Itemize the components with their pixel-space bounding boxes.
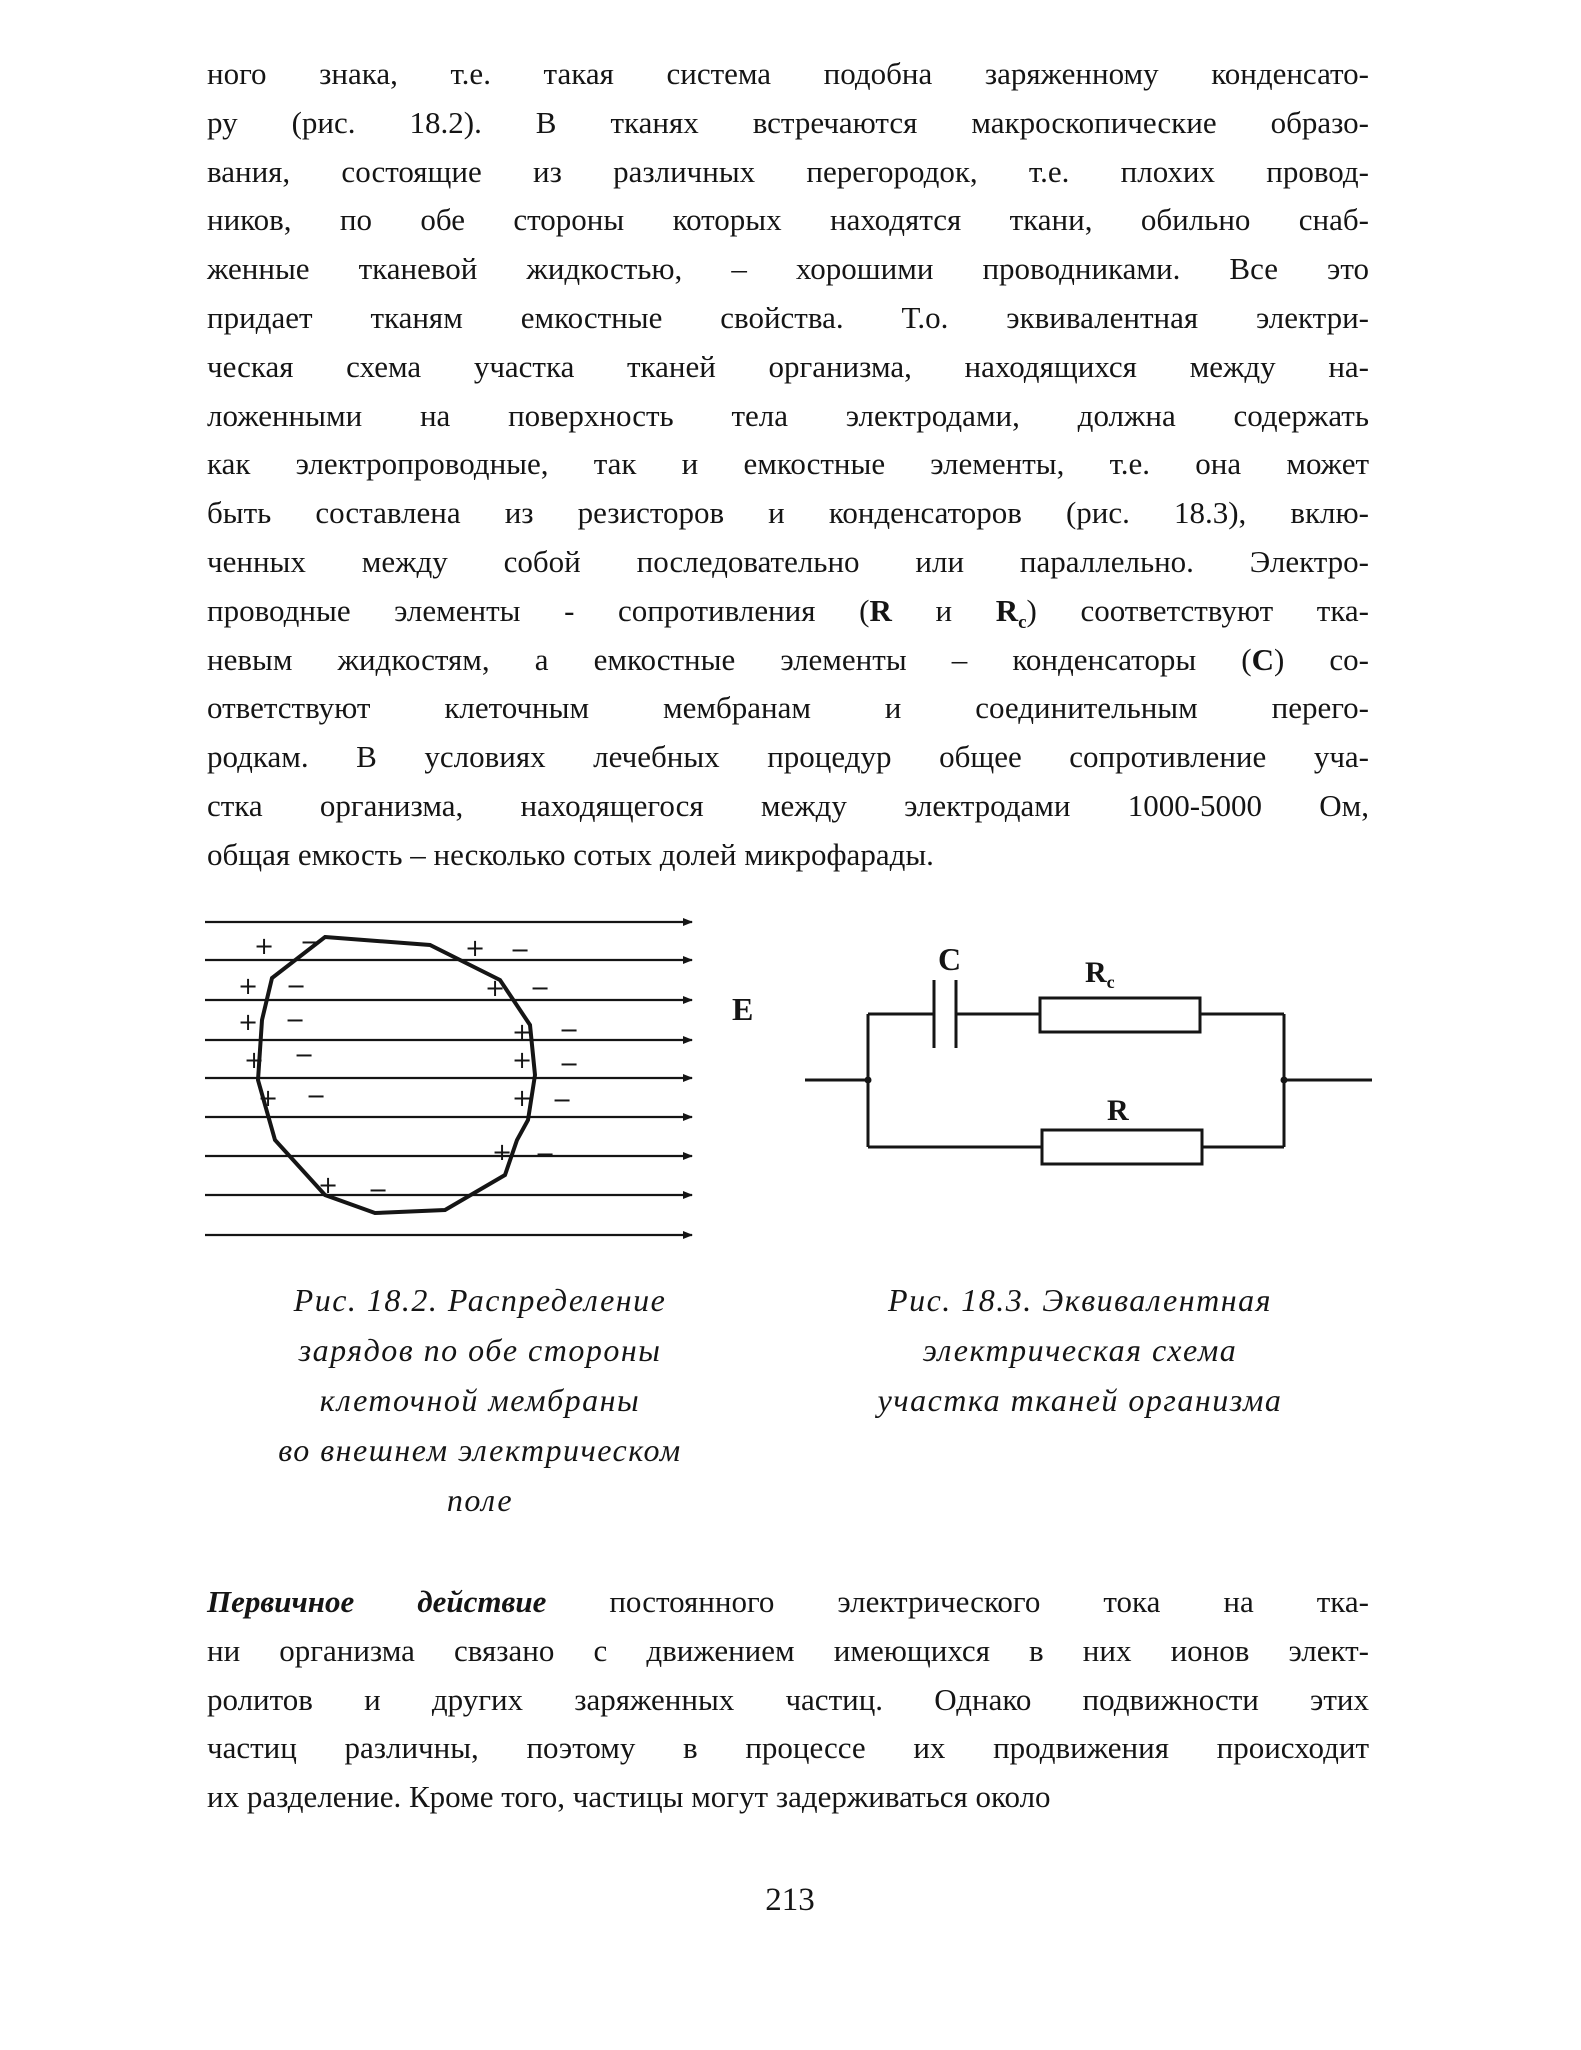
minus-charge: − <box>530 974 551 1002</box>
text-line: проводные элементы - сопротивления (R и $R_c$) соответствуют тка- <box>207 592 1370 633</box>
minus-charge: − <box>306 1082 327 1110</box>
text-line: быть составлена из резисторов и конденсаторов (рис. 18.3), вклю- <box>207 495 1369 531</box>
paragraph-lead-term: Первичное действие <box>207 1584 547 1619</box>
figure-18-2-caption <box>200 1275 760 1525</box>
figures <box>0 900 1581 1240</box>
minus-charge: − <box>552 1086 573 1114</box>
text-line: как электропроводные, так и емкостные элементы, т.е. она может <box>207 446 1369 482</box>
figure-18-3-circuit <box>805 980 1372 1164</box>
plus-charge: + <box>512 1046 533 1074</box>
text-line: общая емкость – несколько сотых долей микрофарады. <box>207 836 934 872</box>
text-line: их разделение. Кроме того, частицы могут задерживаться около <box>207 1779 1051 1815</box>
charge-signs <box>238 928 579 1204</box>
caption-line: Рис. 18.2. Распределение <box>293 1282 667 1318</box>
minus-charge: − <box>285 1006 306 1034</box>
caption-line: Рис. 18.3. Эквивалентная <box>888 1282 1272 1318</box>
text-line: ного знака, т.е. такая система подобна заряженному конденсато- <box>207 56 1369 91</box>
body-paragraph-2 <box>207 1578 1369 1822</box>
text-line: придает тканям емкостные свойства. Т.о. эквивалентная электри- <box>207 299 1369 335</box>
field-label-e: E <box>732 991 754 1027</box>
minus-charge: − <box>559 1050 580 1078</box>
caption-line: участка тканей организма <box>877 1382 1283 1418</box>
text-line: ру (рис. 18.2). В тканях встречаются макроскопические образо- <box>207 104 1369 140</box>
text-line: ответствуют клеточным мембранам и соединительным перего- <box>207 690 1369 726</box>
figure-18-2-membrane-field <box>205 922 753 1235</box>
resistance-c-subscript: c <box>1018 611 1027 633</box>
plus-charge: + <box>244 1046 265 1074</box>
resistor-rc <box>1040 998 1200 1032</box>
text-line: ролитов и других заряженных частиц. Однако подвижности этих <box>207 1681 1369 1717</box>
plus-charge: + <box>238 972 259 1000</box>
resistance-symbol: R <box>869 592 892 628</box>
text-line: частиц различны, поэтому в процессе их продвижения происходит <box>207 1730 1369 1766</box>
caption-line: зарядов по обе стороны <box>298 1332 662 1368</box>
text-line: Первичное действие постоянного электрического тока на тка- <box>207 1584 1369 1619</box>
plus-charge: + <box>318 1171 339 1199</box>
resistor-r-label: R <box>1107 1094 1129 1127</box>
text-line: невым жидкостям, а емкостные элементы – конденсаторы (C) со- <box>207 641 1370 677</box>
resistor-r <box>1042 1130 1202 1164</box>
text-line: ников, по обе стороны которых находятся ткани, обильно снаб- <box>207 202 1369 238</box>
minus-charge: − <box>294 1041 315 1069</box>
capacitance-symbol: C <box>1251 641 1274 677</box>
body-paragraph-1 <box>207 50 1369 880</box>
plus-charge: + <box>512 1018 533 1046</box>
minus-charge: − <box>368 1176 389 1204</box>
field-lines <box>205 922 692 1235</box>
text-line: ченных между собой последовательно или параллельно. Электро- <box>207 543 1369 579</box>
caption-line: клеточной мембраны <box>319 1382 641 1418</box>
capacitor-label: C <box>938 941 962 977</box>
caption-line: поле <box>446 1482 514 1518</box>
caption-line: электрическая схема <box>922 1332 1238 1368</box>
resistor-rc-label: $R_c$ <box>1085 956 1115 992</box>
text-line: женные тканевой жидкостью, – хорошими проводниками. Все это <box>207 251 1369 287</box>
minus-charge: − <box>510 936 531 964</box>
plus-charge: + <box>258 1084 279 1112</box>
minus-charge: − <box>559 1016 580 1044</box>
text-line: ложенными на поверхность тела электродами, должна содержать <box>207 397 1369 433</box>
text-line: стка организма, находящегося между электродами 1000-5000 Ом, <box>207 787 1369 823</box>
plus-charge: + <box>465 934 486 962</box>
minus-charge: − <box>535 1140 556 1168</box>
plus-charge: + <box>254 932 275 960</box>
plus-charge: + <box>512 1084 533 1112</box>
figure-18-3-caption <box>800 1275 1360 1425</box>
minus-charge: − <box>300 928 321 956</box>
text-line: ческая схема участка тканей организма, находящихся между на- <box>207 348 1369 384</box>
text-line: ни организма связано с движением имеющихся в них ионов элект- <box>207 1632 1369 1668</box>
minus-charge: − <box>286 972 307 1000</box>
plus-charge: + <box>492 1138 513 1166</box>
text-line: родкам. В условиях лечебных процедур общее сопротивление уча- <box>207 739 1369 775</box>
caption-line: во внешнем электрическом <box>278 1432 682 1468</box>
text-line: вания, состоящие из различных перегородок, т.е. плохих провод- <box>207 153 1369 189</box>
resistance-c-symbol: R <box>995 592 1019 628</box>
page-number: 213 <box>765 1882 815 1918</box>
plus-charge: + <box>238 1008 259 1036</box>
plus-charge: + <box>485 974 506 1002</box>
